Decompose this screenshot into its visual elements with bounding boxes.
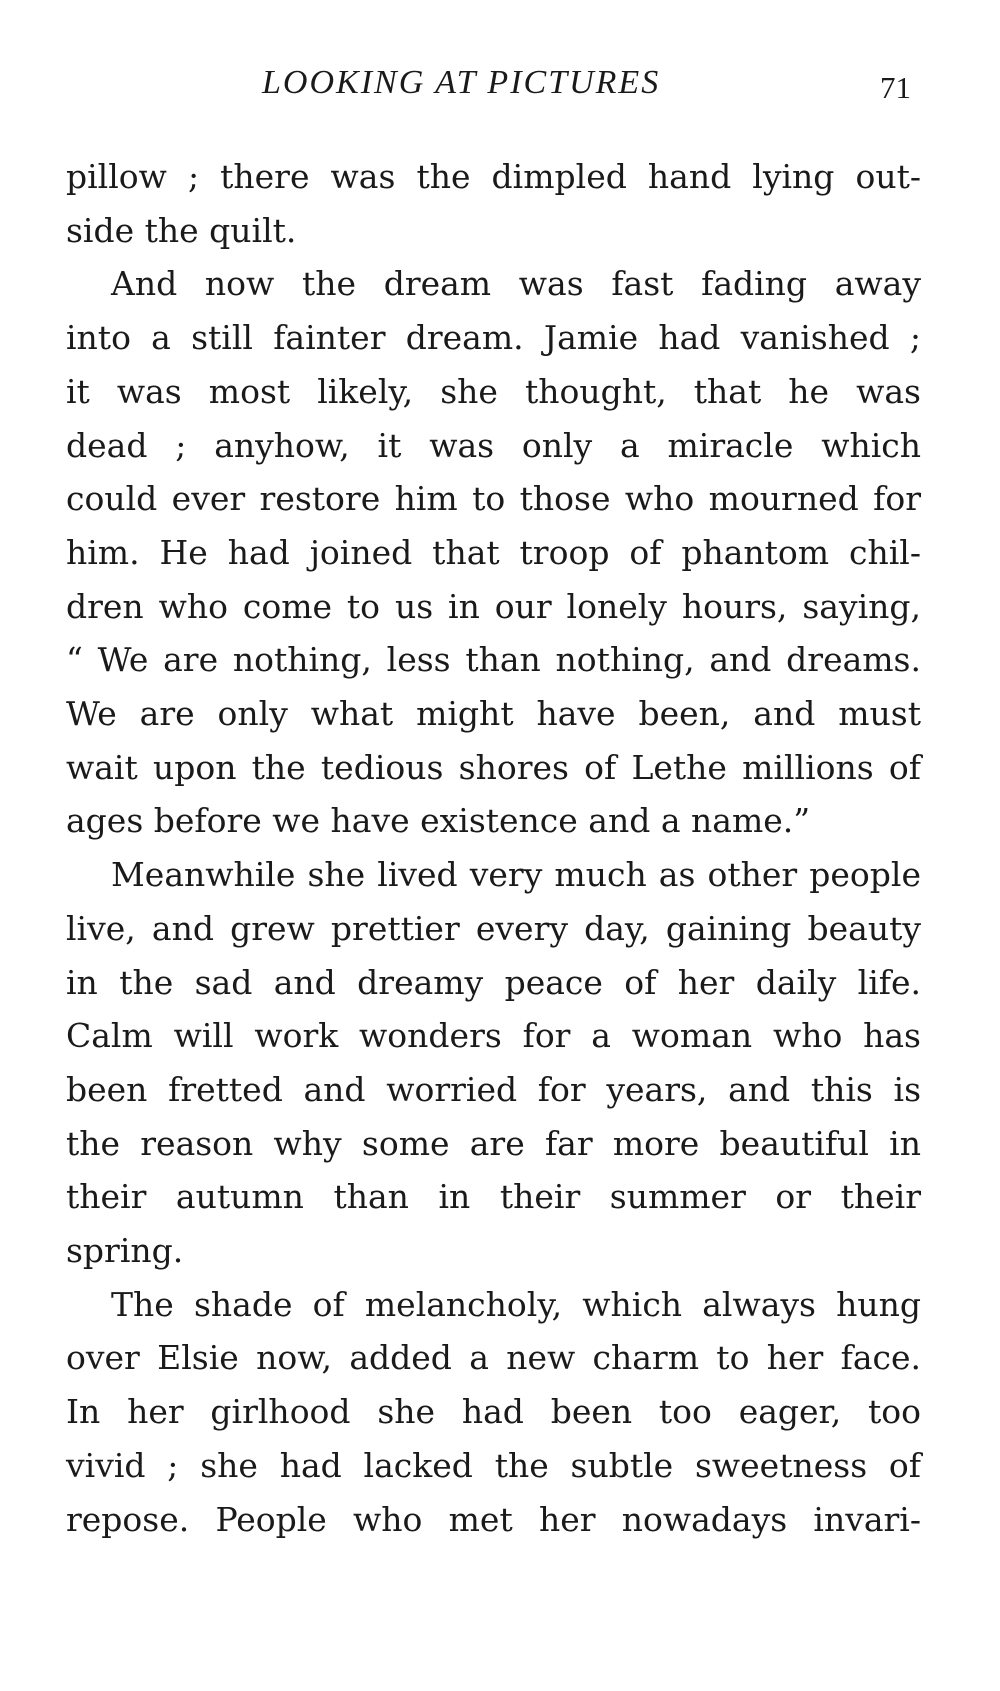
text-line: live, and grew prettier every day, gaining beauty bbox=[66, 908, 921, 948]
text-line: ages before we have existence and a name.” bbox=[66, 801, 811, 841]
text-line: in the sad and dreamy peace of her daily life. bbox=[66, 962, 921, 1002]
text-line: Meanwhile she lived very much as other people bbox=[111, 855, 921, 895]
text-line: their autumn than in their summer or their bbox=[66, 1177, 921, 1217]
text-line: The shade of melancholy, which always hung bbox=[111, 1284, 921, 1324]
text-line: side the quilt. bbox=[66, 210, 297, 250]
text-line: could ever restore him to those who mourned for bbox=[66, 479, 921, 519]
text-line: repose. People who met her nowadays invari- bbox=[66, 1499, 921, 1539]
text-line: over Elsie now, added a new charm to her face. bbox=[66, 1338, 921, 1378]
text-line: spring. bbox=[66, 1231, 184, 1271]
text-line: “ We are nothing, less than nothing, and dreams. bbox=[66, 640, 921, 680]
text-line: dead ; anyhow, it was only a miracle which bbox=[66, 425, 921, 465]
text-line: In her girlhood she had been too eager, too bbox=[66, 1392, 921, 1432]
text-line: dren who come to us in our lonely hours, saying, bbox=[66, 586, 921, 626]
page-number: 71 bbox=[880, 70, 911, 105]
text-line: And now the dream was fast fading away bbox=[111, 264, 921, 304]
text-line: the reason why some are far more beautiful in bbox=[66, 1123, 921, 1163]
text-line: been fretted and worried for years, and this is bbox=[66, 1069, 921, 1109]
text-line: We are only what might have been, and must bbox=[66, 694, 921, 734]
text-line: wait upon the tedious shores of Lethe millions of bbox=[66, 747, 921, 787]
text-line: into a still fainter dream. Jamie had vanished ; bbox=[66, 318, 921, 358]
text-line: it was most likely, she thought, that he was bbox=[66, 371, 921, 411]
text-line: pillow ; there was the dimpled hand lying out- bbox=[66, 157, 921, 196]
body-text bbox=[66, 150, 921, 1546]
text-line: him. He had joined that troop of phantom chil- bbox=[66, 532, 921, 572]
text-line: vivid ; she had lacked the subtle sweetness of bbox=[66, 1445, 921, 1485]
text-line: Calm will work wonders for a woman who has bbox=[66, 1016, 921, 1056]
running-head: LOOKING AT PICTURES bbox=[262, 64, 661, 101]
